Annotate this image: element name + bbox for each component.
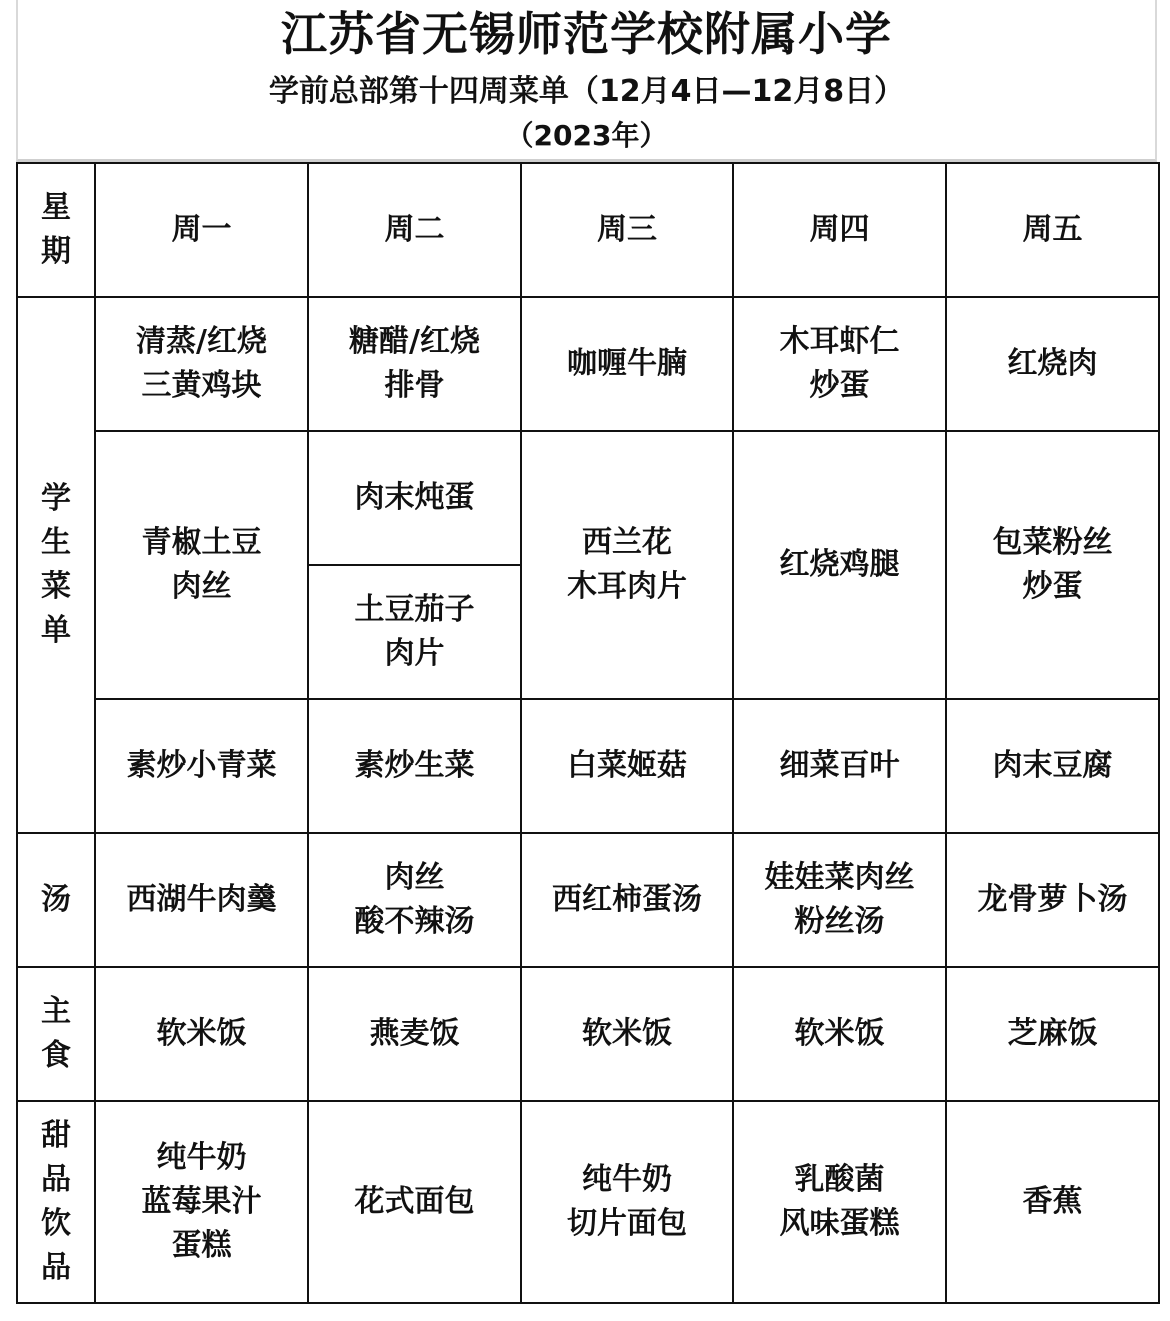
staple-row (17, 967, 1159, 1101)
menu-cell: 龙骨萝卜汤 (946, 833, 1159, 967)
menu-cell: 西湖牛肉羹 (95, 833, 308, 967)
menu-cell: 香蕉 (946, 1101, 1159, 1303)
staple-label: 主 食 (17, 967, 95, 1101)
menu-cell: 肉末炖蛋 (308, 431, 521, 565)
menu-cell: 西兰花 木耳肉片 (521, 431, 733, 699)
menu-cell: 素炒小青菜 (95, 699, 308, 833)
menu-cell: 糖醋/红烧 排骨 (308, 297, 521, 431)
main-dish-row (17, 297, 1159, 431)
menu-subtitle: 学前总部第十四周菜单（12月4日—12月8日） (268, 74, 905, 109)
menu-cell: 细菜百叶 (733, 699, 946, 833)
vegetable-row (17, 699, 1159, 833)
menu-cell: 软米饭 (733, 967, 946, 1101)
menu-cell: 软米饭 (521, 967, 733, 1101)
menu-year: （2023年） (505, 119, 668, 152)
menu-cell: 素炒生菜 (308, 699, 521, 833)
menu-cell: 肉丝 酸不辣汤 (308, 833, 521, 967)
menu-cell: 软米饭 (95, 967, 308, 1101)
menu-cell: 木耳虾仁 炒蛋 (733, 297, 946, 431)
menu-cell: 红烧肉 (946, 297, 1159, 431)
menu-cell: 土豆茄子 肉片 (308, 565, 521, 699)
menu-cell: 咖喱牛腩 (521, 297, 733, 431)
menu-cell: 红烧鸡腿 (733, 431, 946, 699)
weekday-corner-label: 星 期 (17, 163, 95, 297)
menu-cell: 包菜粉丝 炒蛋 (946, 431, 1159, 699)
menu-cell: 娃娃菜肉丝 粉丝汤 (733, 833, 946, 967)
menu-cell: 清蒸/红烧 三黄鸡块 (95, 297, 308, 431)
menu-cell: 白菜姬菇 (521, 699, 733, 833)
menu-cell: 纯牛奶 蓝莓果汁 蛋糕 (95, 1101, 308, 1303)
menu-cell: 花式面包 (308, 1101, 521, 1303)
day-header-row (17, 163, 1159, 297)
menu-cell: 燕麦饭 (308, 967, 521, 1101)
school-name: 江苏省无锡师范学校附属小学 (281, 7, 892, 61)
menu-cell: 西红柿蛋汤 (521, 833, 733, 967)
weekly-menu-table (16, 162, 1160, 1304)
menu-cell: 纯牛奶 切片面包 (521, 1101, 733, 1303)
menu-cell: 青椒土豆 肉丝 (95, 431, 308, 699)
menu-cell: 芝麻饭 (946, 967, 1159, 1101)
student-menu-label: 学 生 菜 单 (17, 297, 95, 833)
day-header: 周三 (521, 163, 733, 297)
day-header: 周四 (733, 163, 946, 297)
day-header: 周一 (95, 163, 308, 297)
menu-header (16, 0, 1157, 162)
dessert-label: 甜 品 饮 品 (17, 1101, 95, 1303)
soup-label: 汤 (17, 833, 95, 967)
side-dish-row (17, 431, 1159, 565)
menu-cell: 乳酸菌 风味蛋糕 (733, 1101, 946, 1303)
day-header: 周五 (946, 163, 1159, 297)
menu-cell: 肉末豆腐 (946, 699, 1159, 833)
day-header: 周二 (308, 163, 521, 297)
dessert-row (17, 1101, 1159, 1303)
soup-row (17, 833, 1159, 967)
